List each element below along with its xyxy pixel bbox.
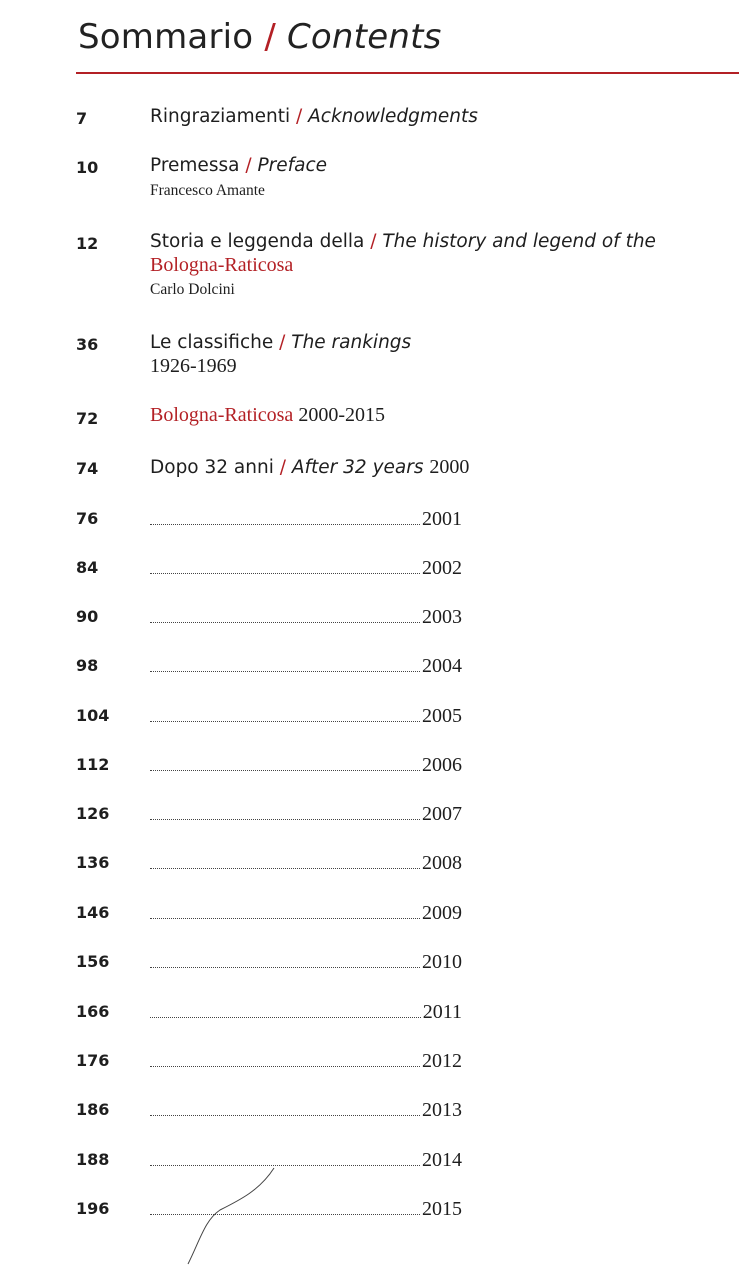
toc-entry-year[interactable] xyxy=(150,900,462,924)
toc-entry-year[interactable] xyxy=(150,506,462,530)
page-number: 166 xyxy=(76,1002,110,1021)
page-number: 156 xyxy=(76,952,110,971)
entry-author: Francesco Amante xyxy=(150,182,265,199)
dot-leader xyxy=(150,918,420,919)
year-label: 2007 xyxy=(422,803,462,825)
toc-entry-year[interactable] xyxy=(150,1048,462,1072)
entry-title-it: Storia e leggenda della xyxy=(150,231,365,252)
toc-entry-year[interactable] xyxy=(150,949,462,973)
toc-entry-year[interactable] xyxy=(150,752,462,776)
pen-stroke-mark xyxy=(150,1160,290,1270)
page-number: 76 xyxy=(76,509,99,528)
year-label: 2001 xyxy=(422,508,462,530)
entry-title-red: Bologna-Raticosa xyxy=(150,404,294,426)
dot-leader xyxy=(150,721,420,722)
page-number: 84 xyxy=(76,558,99,577)
year-label: 2012 xyxy=(422,1050,462,1072)
entry-title-en: After 32 years xyxy=(291,457,424,478)
year-label: 2011 xyxy=(422,1001,462,1023)
toc-entry-year[interactable] xyxy=(150,999,462,1023)
dot-leader xyxy=(150,1115,420,1116)
toc-entry-year[interactable] xyxy=(150,1097,462,1121)
entry-separator: / xyxy=(296,106,303,127)
year-label: 2013 xyxy=(422,1099,462,1121)
page-number: 72 xyxy=(76,409,99,428)
page-number: 98 xyxy=(76,656,99,675)
page-number: 126 xyxy=(76,804,110,823)
page-number: 36 xyxy=(76,335,99,354)
entry-title-it: Ringraziamenti xyxy=(150,106,291,127)
year-label: 2006 xyxy=(422,754,462,776)
entry-year: 2000 xyxy=(429,456,470,478)
page-number: 7 xyxy=(76,109,88,128)
page-number: 74 xyxy=(76,459,99,478)
dot-leader xyxy=(150,819,420,820)
entry-separator: / xyxy=(245,155,252,176)
toc-entry-year[interactable] xyxy=(150,653,462,677)
dot-leader xyxy=(150,524,420,525)
page-number: 146 xyxy=(76,903,110,922)
year-label: 2015 xyxy=(422,1198,462,1220)
page-number: 10 xyxy=(76,158,99,177)
entry-author: Carlo Dolcini xyxy=(150,281,235,298)
toc-entry-year[interactable] xyxy=(150,703,462,727)
year-label: 2009 xyxy=(422,902,462,924)
dot-leader xyxy=(150,573,420,574)
year-label: 2002 xyxy=(422,557,462,579)
entry-title-en: Preface xyxy=(257,155,327,176)
page-number: 104 xyxy=(76,706,110,725)
year-label: 2008 xyxy=(422,852,462,874)
entry-title-it: Le classifiche xyxy=(150,332,274,353)
page-number: 188 xyxy=(76,1150,110,1169)
entry-title-en: The rankings xyxy=(291,332,412,353)
page-number: 112 xyxy=(76,755,110,774)
entry-title-en: The history and legend of the xyxy=(382,231,656,252)
entry-title-continued: Bologna-Raticosa xyxy=(150,254,294,276)
dot-leader xyxy=(150,622,420,623)
dot-leader xyxy=(150,770,420,771)
dot-leader xyxy=(150,671,420,672)
page-number: 136 xyxy=(76,853,110,872)
toc-entry-year[interactable] xyxy=(150,801,462,825)
toc-entry-after-32-years[interactable] xyxy=(150,456,719,479)
page-number: 90 xyxy=(76,607,99,626)
year-label: 2010 xyxy=(422,951,462,973)
toc-entry-year[interactable] xyxy=(150,555,462,579)
year-label: 2004 xyxy=(422,655,462,677)
entry-years-range: 2000-2015 xyxy=(298,404,385,426)
toc-entry-year[interactable] xyxy=(150,604,462,628)
entry-separator: / xyxy=(279,332,286,353)
title-separator: / xyxy=(264,17,276,57)
toc-entry-history[interactable] xyxy=(150,231,719,299)
dot-leader xyxy=(150,1066,420,1067)
entry-title-en: Acknowledgments xyxy=(308,106,478,127)
year-label: 2005 xyxy=(422,705,462,727)
entry-title-it: Premessa xyxy=(150,155,240,176)
year-label: 2003 xyxy=(422,606,462,628)
toc-entry-acknowledgments[interactable] xyxy=(150,106,719,127)
page-number: 186 xyxy=(76,1100,110,1119)
page-number: 12 xyxy=(76,234,99,253)
title-italian: Sommario xyxy=(78,17,254,57)
year-label: 2014 xyxy=(422,1149,462,1171)
entry-separator: / xyxy=(370,231,377,252)
toc-entry-preface[interactable] xyxy=(150,155,719,200)
toc-entry-rankings[interactable] xyxy=(150,332,719,378)
title-english: Contents xyxy=(286,17,442,57)
entry-years-range: 1926-1969 xyxy=(150,355,237,377)
entry-title-it: Dopo 32 anni xyxy=(150,457,274,478)
entry-separator: / xyxy=(279,457,286,478)
dot-leader xyxy=(150,1017,421,1018)
toc-entry-bologna-raticosa[interactable] xyxy=(150,404,719,427)
header-rule xyxy=(76,72,739,74)
dot-leader xyxy=(150,967,420,968)
toc-entry-year[interactable] xyxy=(150,850,462,874)
page-number: 176 xyxy=(76,1051,110,1070)
dot-leader xyxy=(150,868,420,869)
page-number: 196 xyxy=(76,1199,110,1218)
page-title xyxy=(78,14,442,60)
